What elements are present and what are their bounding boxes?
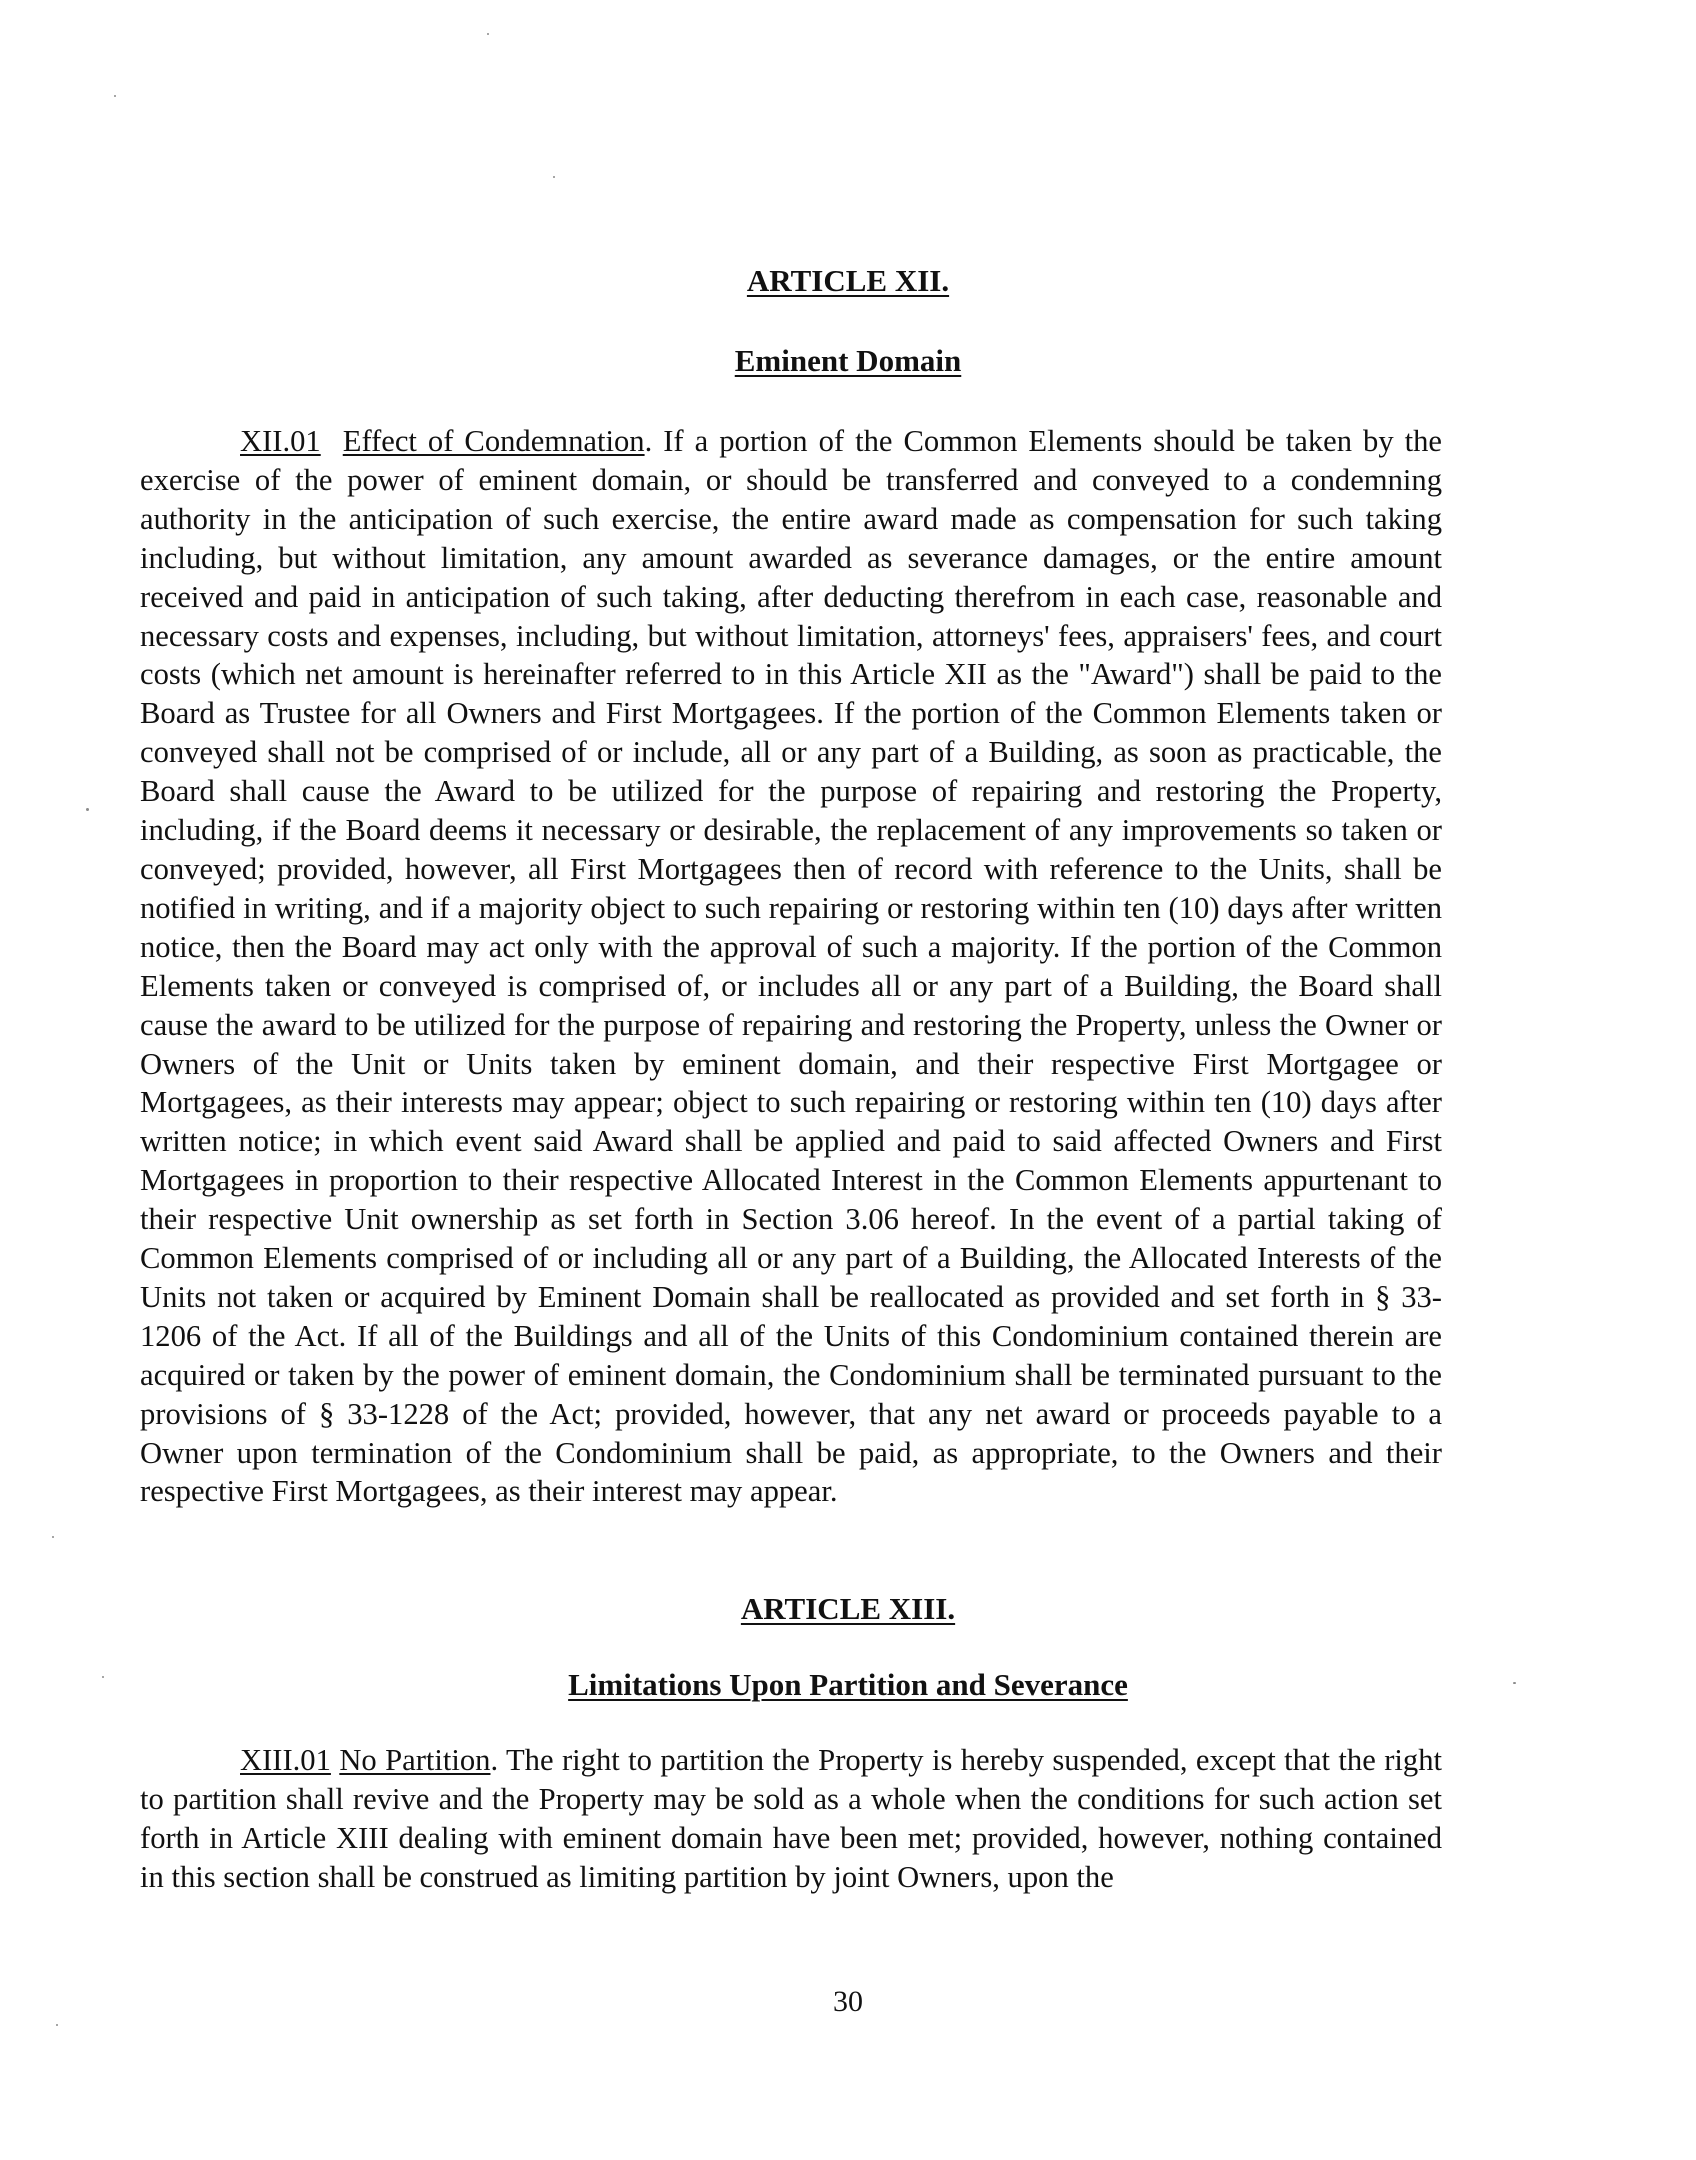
section-xiii-01-number: XIII.01 <box>240 1743 331 1777</box>
section-xii-01-paragraph <box>140 422 1442 1511</box>
article-xiii-subtitle: Limitations Upon Partition and Severance <box>568 1667 1128 1702</box>
scan-speck <box>86 808 89 811</box>
article-xii-heading <box>0 262 1696 300</box>
article-xiii-subheading <box>0 1666 1696 1704</box>
page-number: 30 <box>833 1985 863 2018</box>
section-xiii-01-title: No Partition <box>339 1743 491 1777</box>
scan-speck <box>487 33 489 35</box>
scan-speck <box>52 1536 54 1538</box>
section-xii-01-number: XII.01 <box>240 424 321 458</box>
section-xiii-01-paragraph <box>140 1741 1442 1897</box>
article-xiii-heading <box>0 1590 1696 1628</box>
article-xiii-title: ARTICLE XIII. <box>740 1591 956 1626</box>
section-xiii-01-body: . The right to partition the Property is hereby suspended, except that the right to partition shall revive and the Property may be sold as a whole when the conditions for such action set forth in Article XIII dealing with eminent domain have been met; provided, however, nothing contained in this section shall be construed as limiting partition by joint Owners, upon the <box>140 1743 1442 1894</box>
section-xii-01-title: Effect of Condemnation <box>342 424 645 458</box>
scan-speck <box>114 95 116 97</box>
scan-speck <box>553 176 555 178</box>
scan-speck <box>56 2024 58 2026</box>
article-xii-subheading <box>0 342 1696 380</box>
section-xii-01-body: . If a portion of the Common Elements should be taken by the exercise of the power of eminent domain, or should be transferred and conveyed to a condemning authority in the anticipation of such exercise, the entire award made as compensation for such taking including, but without limitation, any amount awarded as severance damages, or the entire amount received and paid in anticipation of such taking, after deducting therefrom in each case, reasonable and necessary costs and expenses, including, but without limitation, attorneys' fees, appraisers' fees, and court costs (which net amount is hereinafter referred to in this Article XII as the "Award") shall be paid to the Board as Trustee for all Owners and First Mortgagees. If the portion of the Common Elements taken or conveyed shall not be comprised of or include, all or any part of a Building, as soon as practicable, the Board shall cause the Award to be utilized for the purpose of repairing and restoring the Property, including, if the Board deems it necessary or desirable, the replacement of any improvements so taken or conveyed; provided, however, all First Mortgagees then of record with reference to the Units, shall be notified in writing, and if a majority object to such repairing or restoring within ten (10) days after written notice, then the Board may act only with the approval of such a majority. If the portion of the Common Elements taken or conveyed is comprised of, or includes all or any part of a Building, the Board shall cause the award to be utilized for the purpose of repairing and restoring the Property, unless the Owner or Owners of the Unit or Units taken by eminent domain, and their respective First Mortgagee or Mortgagees, as their interests may appear; object to such repairing or restoring within ten (10) days after written notice; in which event said Award shall be applied and paid to said affected Owners and First Mortgagees in proportion to their respective Allocated Interest in the Common Elements appurtenant to their respective Unit ownership as set forth in Section 3.06 hereof. In the event of a partial taking of Common Elements comprised of or including all or any part of a Building, the Allocated Interests of the Units not taken or acquired by Eminent Domain shall be reallocated as provided and set forth in § 33-1206 of the Act. If all of the Buildings and all of the Units of this Condominium contained therein are acquired or taken by the power of eminent domain, the Condominium shall be terminated pursuant to the provisions of § 33-1228 of the Act; provided, however, that any net award or proceeds payable to a Owner upon termination of the Condominium shall be paid, as appropriate, to the Owners and their respective First Mortgagees, as their interest may appear. <box>140 424 1443 1509</box>
article-xii-title: ARTICLE XII. <box>746 263 950 298</box>
article-xii-subtitle: Eminent Domain <box>734 343 962 378</box>
